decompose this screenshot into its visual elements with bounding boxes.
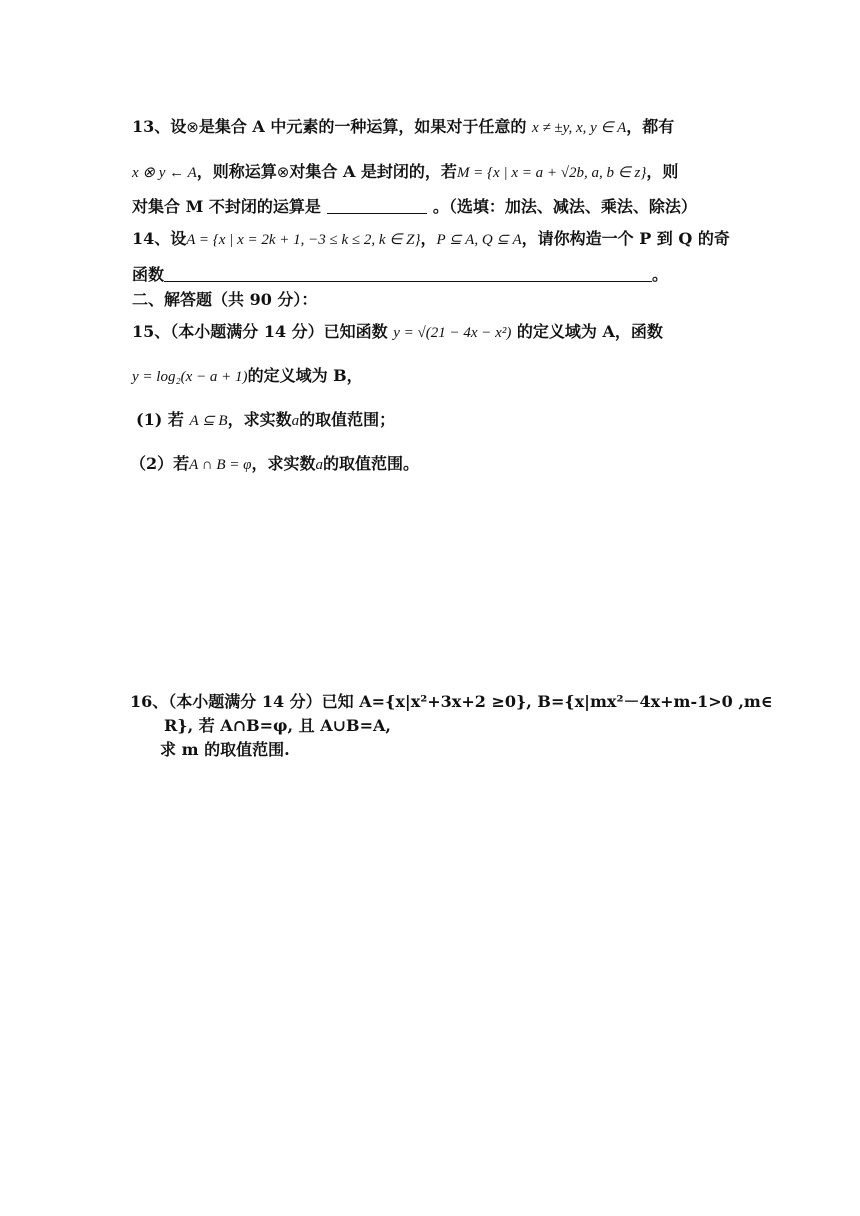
q13-l2-b: 对集合 A 是封闭的，若 [289, 162, 457, 181]
q15-p1-math: A ⊆ B [189, 413, 228, 429]
q15-line2 [132, 365, 363, 388]
q15-p2-var: a [315, 457, 323, 473]
q15-l1-math: y = √(21 − 4x − x²) [393, 325, 512, 341]
q13-l2-c: ，则 [646, 162, 679, 181]
q14-l2-b: 。 [652, 265, 669, 284]
q15-l1-b: 的定义域为 A，函数 [516, 322, 663, 341]
q15-p2-c: 的取值范围。 [322, 454, 419, 473]
q14-l1-b: ，请你构造一个 P 到 Q 的奇 [521, 229, 730, 248]
q14-l1-a: 14、设 [132, 229, 187, 248]
q15-l2-a: 的定义域为 B， [247, 366, 363, 385]
otimes-symbol: ⊗ [186, 120, 199, 136]
q14-line1 [132, 228, 730, 251]
q14-line2 [132, 264, 668, 286]
q15-p1-var: a [291, 413, 300, 429]
q13-l1-math: x ≠ ±y, x, y ∈ A [532, 120, 627, 136]
q13-l3-b: 。（选填：加法、减法、乘法、除法） [432, 197, 697, 216]
q13-l1-b: 是集合 A 中元素的一种运算，如果对于任意的 [198, 117, 527, 136]
q13-l2-math2: M = {x | x = a + √2b, a, b ∈ z} [456, 165, 647, 181]
answer-blank-q13[interactable] [327, 197, 427, 214]
answer-blank-q14[interactable] [164, 265, 652, 282]
q14-l1-math: A = {x | x = 2k + 1, −3 ≤ k ≤ 2, k ∈ Z} [186, 232, 421, 248]
q16-line3: 求 m 的取值范围. [160, 740, 290, 759]
q14-l1-sep: ， [420, 229, 437, 248]
q16-line2: R}, 若 A∩B=φ, 且 A∪B=A, [164, 716, 391, 735]
q13-line1 [132, 116, 674, 139]
q14-l2-a: 函数 [132, 265, 165, 284]
section-heading: 二、解答题（共 90 分）： [132, 290, 318, 309]
q15-p2-b: ，求实数 [251, 454, 316, 473]
q13-l2-math1: x ⊗ y ← A [132, 165, 197, 181]
q15-l2-math: y = log₂(x − a + 1) [132, 369, 248, 385]
q13-line3 [132, 196, 697, 218]
q14-l1-math2: P ⊆ A, Q ⊆ A [436, 232, 522, 248]
q15-part1 [136, 409, 395, 432]
q15-line1 [132, 321, 663, 344]
otimes-symbol: ⊗ [276, 165, 290, 181]
q15-part2 [130, 453, 419, 476]
q16-line1: 16、（本小题满分 14 分）已知 A={x|x²+3x+2 ≥0}, B={x|mx²－4x+m-1>0 ,m∈ [130, 692, 773, 711]
q15-l1-a: 15、（本小题满分 14 分）已知函数 [132, 322, 388, 341]
q13-line2 [132, 161, 678, 184]
q13-l3-a: 对集合 M 不封闭的运算是 [132, 197, 321, 216]
q15-p1-a: (1) 若 [136, 410, 184, 429]
q15-p2-a: （2）若 [130, 454, 190, 473]
q15-p1-b: ，求实数 [227, 410, 292, 429]
q15-p1-c: 的取值范围； [299, 410, 396, 429]
q13-l1-a: 13、设 [132, 117, 187, 136]
q13-l1-c: ，都有 [626, 117, 675, 136]
q13-l2-a: ，则称运算 [196, 162, 277, 181]
q15-p2-math: A ∩ B = φ [189, 457, 252, 473]
